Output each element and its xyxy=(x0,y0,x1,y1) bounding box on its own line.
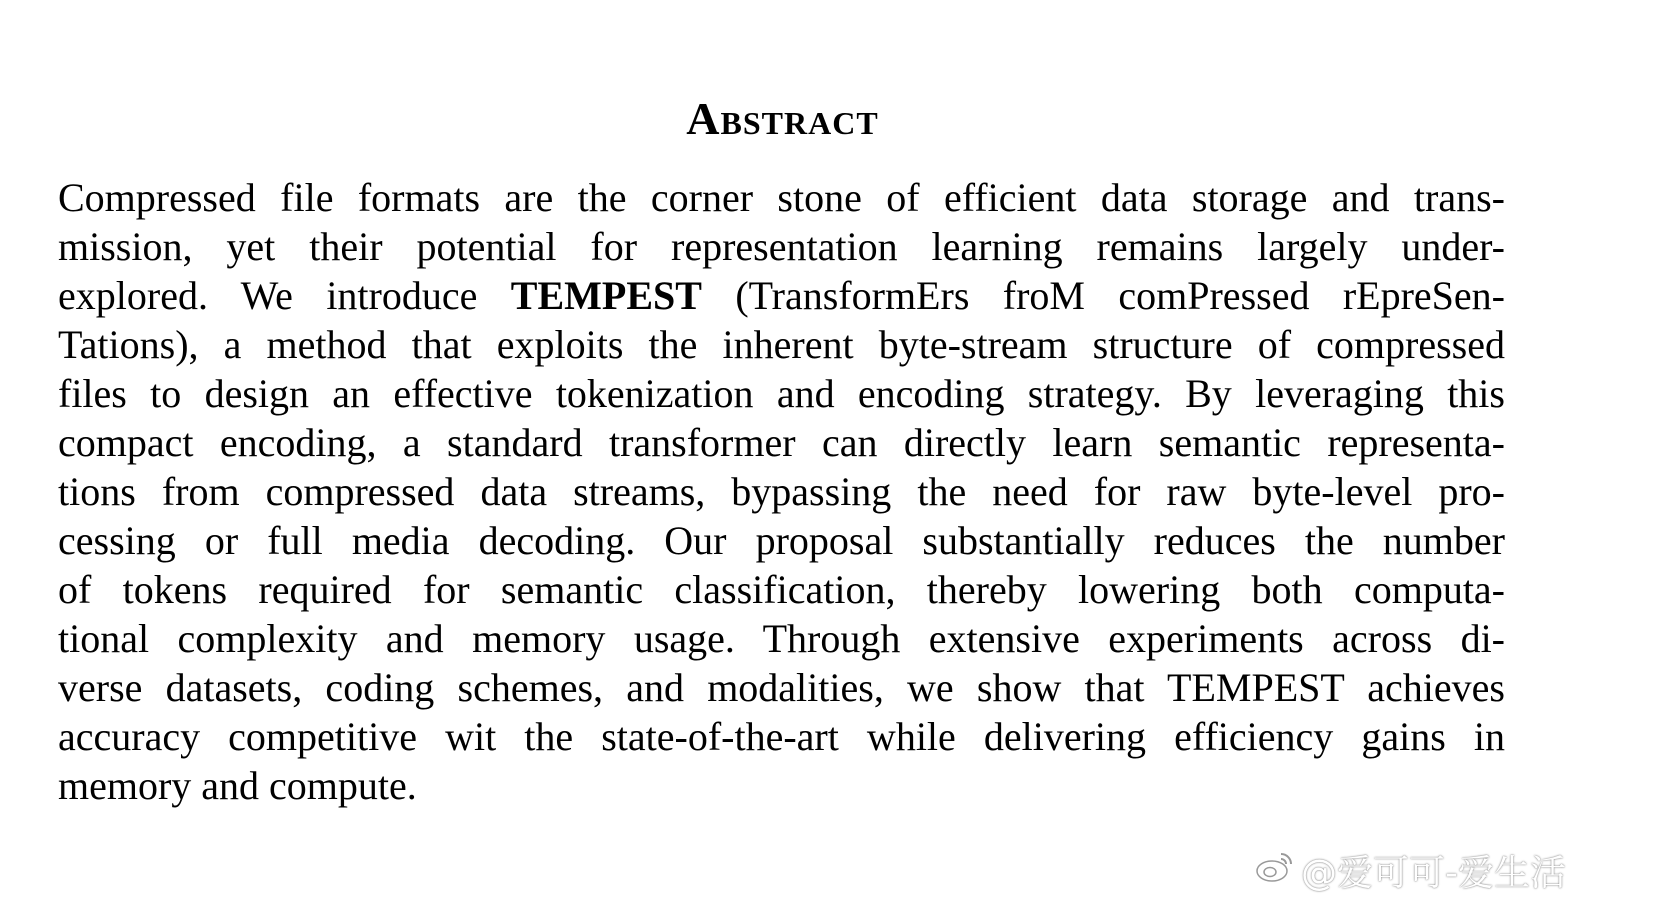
abstract-line: of tokens required for semantic classification, thereby lowering both computa- xyxy=(58,567,1505,612)
abstract-heading: Abstract xyxy=(686,92,879,144)
abstract-line: files to design an effective tokenization and encoding strategy. By leveraging this xyxy=(58,371,1505,416)
abstract-line: memory and compute. xyxy=(58,763,417,808)
abstract-line: verse datasets, coding schemes, and modalities, we show that TEMPEST achieves xyxy=(58,665,1505,710)
abstract-text: explored. We introduce xyxy=(58,273,511,318)
abstract-line: compact encoding, a standard transformer can directly learn semantic representa- xyxy=(58,420,1505,465)
abstract-line: Tations), a method that exploits the inherent byte-stream structure of compressed xyxy=(58,322,1505,367)
abstract-text: (TransformErs froM comPressed rEpreSen- xyxy=(701,273,1505,318)
abstract-line: cessing or full media decoding. Our proposal substantially reduces the number xyxy=(58,518,1505,563)
abstract-body xyxy=(58,173,1505,810)
abstract-line: accuracy competitive wit the state-of-the-art while delivering efficiency gains in xyxy=(58,714,1505,759)
method-name-bold: TEMPEST xyxy=(510,273,702,318)
watermark-text: @爱可可-爱生活 xyxy=(1301,853,1566,894)
abstract-line: mission, yet their potential for representation learning remains largely under- xyxy=(58,224,1505,269)
abstract-line xyxy=(58,271,1505,320)
watermark xyxy=(1255,845,1566,896)
abstract-line: tions from compressed data streams, bypassing the need for raw byte-level pro- xyxy=(58,469,1505,514)
abstract-line: tional complexity and memory usage. Through extensive experiments across di- xyxy=(58,616,1505,661)
weibo-logo-icon xyxy=(1255,848,1295,893)
abstract-line: Compressed file formats are the corner stone of efficient data storage and trans- xyxy=(58,175,1505,220)
